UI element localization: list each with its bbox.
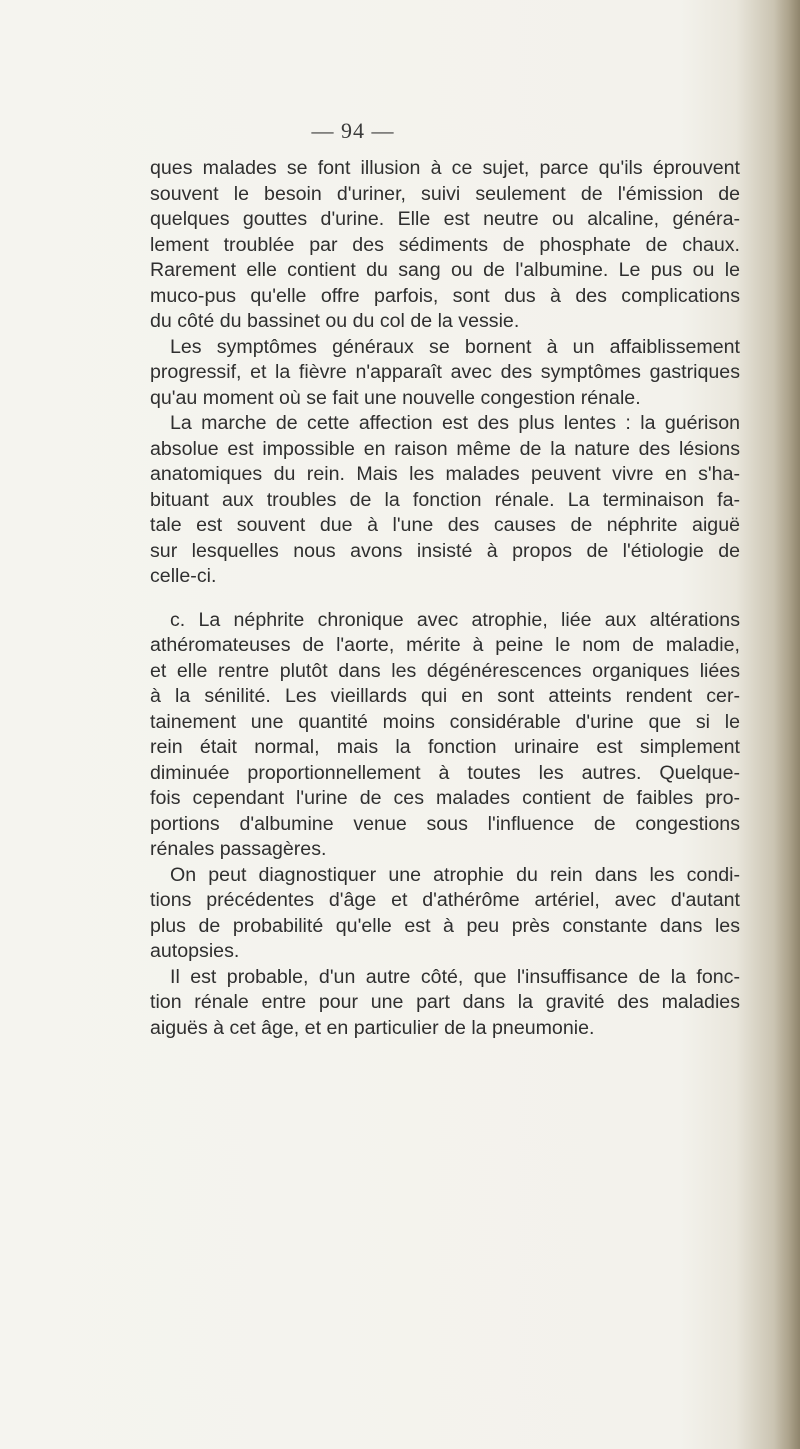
text-line: du côté du bassinet ou du col de la vessie. xyxy=(150,310,520,332)
text-line: plus de probabilité qu'elle est à peu près constante dans les xyxy=(150,914,740,937)
text-line: tainement une quantité moins considérable d'urine que si le xyxy=(150,710,740,733)
paragraph-gap xyxy=(150,590,740,608)
text-line: rénales passagères. xyxy=(150,838,327,860)
text-line: rein était normal, mais la fonction urinaire est simplement xyxy=(150,736,740,758)
text-line: à la sénilité. Les vieillards qui en sont atteints rendent cer- xyxy=(150,685,740,707)
text-line: On peut diagnostiquer une atrophie du rein dans les condi- xyxy=(170,863,740,886)
text-line: souvent le besoin d'uriner, suivi seulement de l'émission de xyxy=(150,182,740,205)
text-line: et elle rentre plutôt dans les dégénérescences organiques liées xyxy=(150,659,740,682)
text-line: quelques gouttes d'urine. Elle est neutre ou alcaline, généra- xyxy=(150,208,740,230)
text-line: Les symptômes généraux se bornent à un affaiblissement xyxy=(170,335,740,358)
text-line: autopsies. xyxy=(150,940,240,962)
text-line: c. La néphrite chronique avec atrophie, liée aux altérations xyxy=(170,608,740,631)
page-edge-shadow xyxy=(774,0,800,1449)
text-line: tale est souvent due à l'une des causes de néphrite aiguë xyxy=(150,514,740,536)
body-text xyxy=(150,156,740,1041)
text-line: fois cependant l'urine de ces malades contient de faibles pro- xyxy=(150,787,740,809)
text-line: lement troublée par des sédiments de phosphate de chaux. xyxy=(150,233,740,256)
text-line: celle-ci. xyxy=(150,565,217,587)
text-line: absolue est impossible en raison même de la nature des lésions xyxy=(150,437,740,460)
text-line: tion rénale entre pour une part dans la gravité des maladies xyxy=(150,991,740,1013)
page-number: — 94 — xyxy=(311,118,395,143)
text-line: anatomiques du rein. Mais les malades peuvent vivre en s'ha- xyxy=(150,463,740,485)
text-line: bituant aux troubles de la fonction rénale. La terminaison fa- xyxy=(150,488,740,511)
text-line: muco-pus qu'elle offre parfois, sont dus à des complications xyxy=(150,284,740,307)
text-line: athéromateuses de l'aorte, mérite à peine le nom de maladie, xyxy=(150,634,740,656)
text-line: tions précédentes d'âge et d'athérôme artériel, avec d'autant xyxy=(150,889,740,911)
text-line: ques malades se font illusion à ce sujet, parce qu'ils éprouvent xyxy=(150,157,740,179)
text-line: progressif, et la fièvre n'apparaît avec des symptômes gastriques xyxy=(150,361,740,383)
text-line: diminuée proportionnellement à toutes les autres. Quelque- xyxy=(150,761,740,784)
text-line: Rarement elle contient du sang ou de l'albumine. Le pus ou le xyxy=(150,259,740,281)
text-line: portions d'albumine venue sous l'influence de congestions xyxy=(150,812,740,835)
text-line: sur lesquelles nous avons insisté à propos de l'étiologie de xyxy=(150,539,740,562)
text-line: Il est probable, d'un autre côté, que l'insuffisance de la fonc- xyxy=(170,965,740,988)
text-line: aiguës à cet âge, et en particulier de la pneumonie. xyxy=(150,1016,595,1039)
text-line: qu'au moment où se fait une nouvelle congestion rénale. xyxy=(150,386,641,409)
text-line: La marche de cette affection est des plus lentes : la guérison xyxy=(170,412,740,434)
